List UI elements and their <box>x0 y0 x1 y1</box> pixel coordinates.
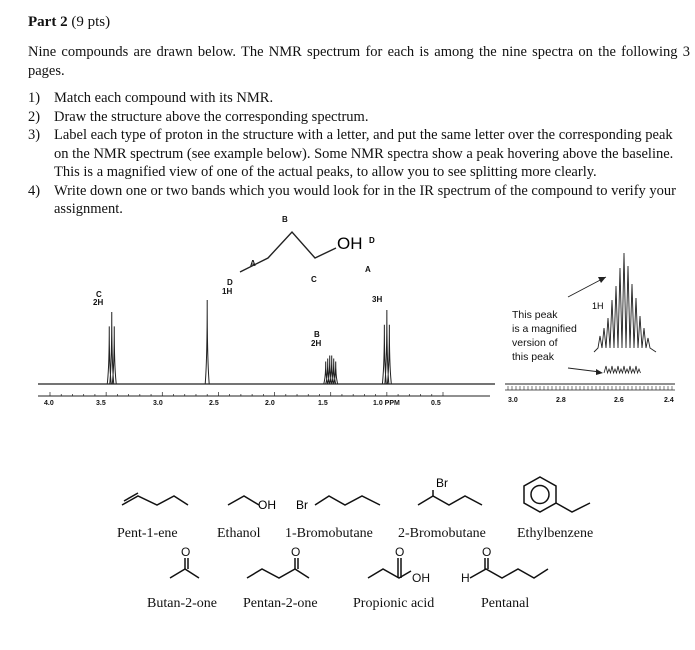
inset-note-line: version of <box>512 337 558 349</box>
pentan-2-one-o: O <box>291 545 301 559</box>
inset-tick-label: 2.8 <box>556 397 566 404</box>
compound-name: Ethanol <box>217 526 261 541</box>
compound-name: Pentan-2-one <box>243 596 318 611</box>
instruction-item: 2) Draw the structure above the corresponding spectrum. <box>28 108 369 125</box>
inset-arrowhead-icon <box>598 277 606 283</box>
spectrum-tick-label: 1.5 <box>318 400 328 407</box>
compound-name: Propionic acid <box>353 596 435 611</box>
peak-integration-c: 2H <box>93 298 104 307</box>
intro-text: Nine compounds are drawn below. The NMR spectrum for each is among the nine spectra on the following 3 pages. <box>28 44 690 79</box>
instruction-item: 4) Write down one or two bands which you would look for in the IR spectrum of the compound to verify your assignment. <box>28 182 676 217</box>
spectrum-peak <box>324 356 338 385</box>
compound-name: Pent-1-ene <box>117 526 178 541</box>
compound-ethanol <box>228 496 259 505</box>
spectrum-tick-label: 2.0 <box>265 400 275 407</box>
example-label-c: C <box>311 275 317 284</box>
propionic-acid-o: O <box>395 545 405 559</box>
inset-ticks <box>508 386 672 390</box>
compound-propionic-acid <box>368 569 411 578</box>
spectrum-tick-label: 3.0 <box>153 400 163 407</box>
instruction-item: 1) Match each compound with its NMR. <box>28 90 274 106</box>
peak-integration-d: 1H <box>222 287 233 296</box>
example-spectrum <box>38 278 495 407</box>
benzene-ring-icon <box>531 486 549 504</box>
compound-ethylbenzene <box>524 477 556 512</box>
inset-tick-label: 2.4 <box>664 397 674 404</box>
compound-name: Butan-2-one <box>147 596 217 611</box>
peak-integration-b: 2H <box>311 339 322 348</box>
magnified-inset <box>505 253 675 404</box>
inset-note <box>512 309 577 363</box>
1-bromobutane-br: Br <box>296 498 308 512</box>
part-label: Part 2 <box>28 14 68 30</box>
compound-pentan-2-one <box>247 569 309 578</box>
spectrum-tick-label: 0.5 <box>431 400 441 407</box>
propionic-acid-oh: OH <box>412 571 430 585</box>
inset-note-line: is a magnified <box>512 323 577 335</box>
spectrum-ticks <box>50 392 443 396</box>
inset-small-peak <box>604 366 641 373</box>
inset-tick-label: 2.6 <box>614 397 624 404</box>
example-label-a: A <box>250 259 256 268</box>
inset-note-text: This peak <box>512 309 558 321</box>
spectrum-peaks <box>107 300 391 384</box>
spectrum-peak <box>205 300 209 384</box>
part-points: (9 pts) <box>71 14 111 30</box>
compound-name: 1-Bromobutane <box>285 526 373 541</box>
peak-integration-a: 3H <box>372 295 383 304</box>
pentanal-h: H <box>461 571 470 585</box>
example-label-a2: A <box>365 265 371 274</box>
instruction-item: 3) Label each type of proton in the structure with a letter, and put the same letter over the corresponding peak on the NMR spectrum (see example below). Some NMR spectra show a peak hovering above the baseline. This is a magnified view of one of the actual peaks, to allow you to see splitting more clearly. <box>28 127 674 180</box>
compound-butan-2-one <box>170 569 199 578</box>
compound-pentanal <box>470 569 548 578</box>
peak-label-c: C <box>96 290 102 299</box>
spectrum-tick-label: 4.0 <box>44 400 54 407</box>
inset-note-line: this peak <box>512 351 555 363</box>
example-oh: OH <box>337 234 363 253</box>
inset-tick-label: 3.0 <box>508 397 518 404</box>
ethanol-oh: OH <box>258 498 276 512</box>
butan-2-one-o: O <box>181 545 191 559</box>
inset-integration: 1H <box>592 301 604 311</box>
spectrum-tick-label: 2.5 <box>209 400 219 407</box>
spectrum-tick-label: 1.0 PPM <box>373 400 400 407</box>
compound-2-bromobutane <box>418 496 482 505</box>
inset-arrow-right <box>568 368 600 372</box>
example-label-b: B <box>282 215 288 224</box>
spectrum-tick-label: 3.5 <box>96 400 106 407</box>
compound-name: 2-Bromobutane <box>398 526 486 541</box>
peak-label-d: D <box>227 278 233 287</box>
example-label-d: D <box>369 236 375 245</box>
2-bromobutane-br: Br <box>436 476 448 490</box>
spectrum-peak <box>382 310 391 384</box>
spectrum-peak <box>107 312 116 384</box>
ethylbenzene-chain <box>556 503 590 512</box>
pentanal-o: O <box>482 545 492 559</box>
compound-name: Ethylbenzene <box>517 526 594 541</box>
compound-1-bromobutane <box>315 496 380 505</box>
compound-pent-1-ene <box>122 496 188 505</box>
peak-label-b: B <box>314 330 320 339</box>
inset-arrowhead-icon <box>596 369 603 375</box>
compound-name: Pentanal <box>481 596 530 611</box>
